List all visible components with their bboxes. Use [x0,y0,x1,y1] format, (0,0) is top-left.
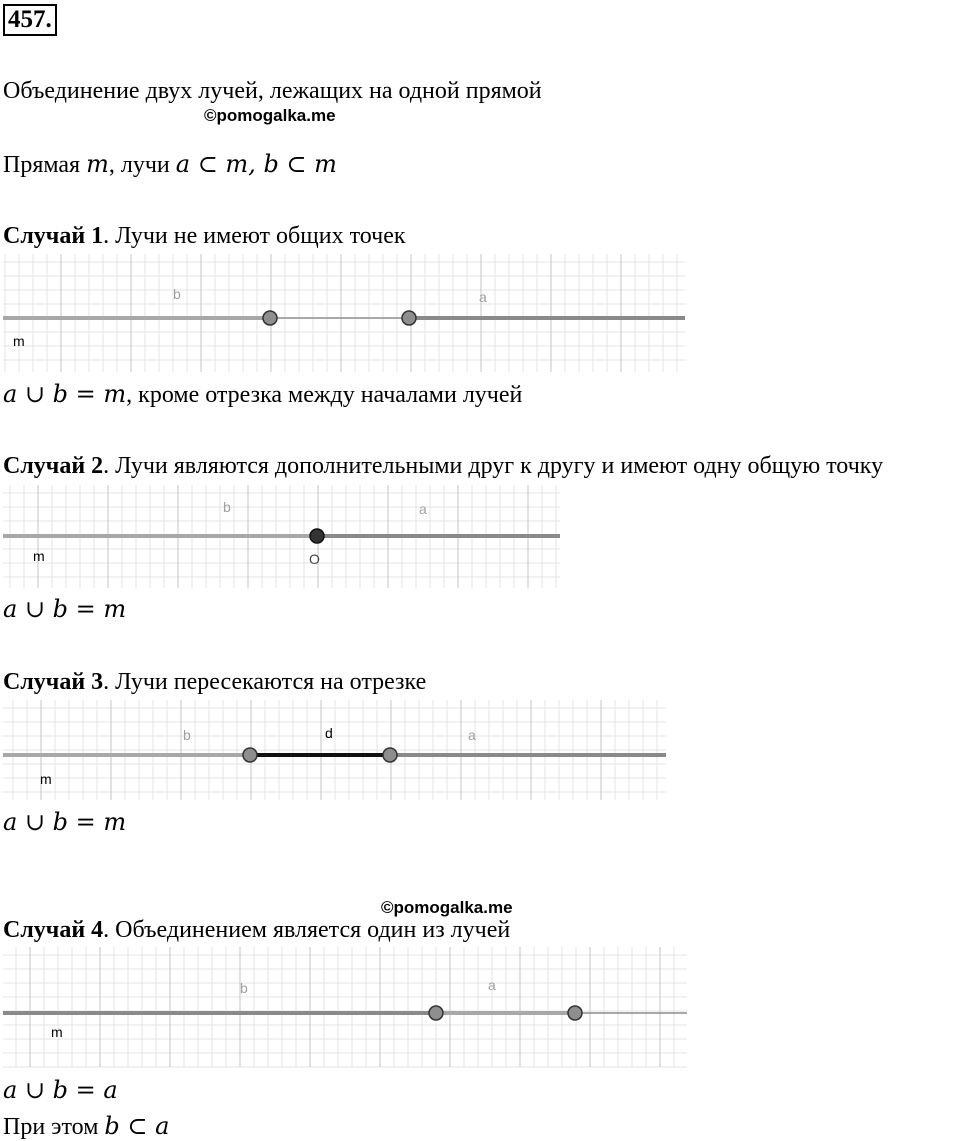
case-2-result-formula: a ∪ b = m [3,595,127,623]
setup-prefix: Прямая [3,152,87,178]
case-4-note [3,1112,169,1141]
case-3-heading [3,668,426,696]
setup-m: m [86,150,109,178]
case-1-result-formula: a ∪ b = m [3,380,127,408]
case-2-label-a: a [419,501,427,517]
case-3-title: Случай 3 [3,669,104,695]
case-4-grid [3,947,687,1067]
case-1-point-a-start [402,311,416,325]
case-4-label-b: b [240,980,248,996]
case-3-point-a-start [383,748,397,762]
case-2-result [3,595,126,624]
case-3-grid [3,700,666,800]
case-1-result-text: , кроме отрезка между началами лучей [126,382,523,408]
case-3-result-formula: a ∪ b = m [3,808,127,836]
setup-line [3,150,337,179]
case-4-point-b-start [568,1006,582,1020]
case-3-point-b-start [243,748,257,762]
case-3-label-a: a [468,727,476,743]
case-1-point-b-start [263,311,277,325]
case-3-label-m: m [40,771,52,787]
case-1-result [3,380,522,409]
setup-formula: a ⊂ m, b ⊂ m [175,150,337,178]
case-4-result-formula: a ∪ b = a [3,1076,118,1104]
case-4-label-a: a [488,977,496,993]
case-4-title: Случай 4 [3,917,104,943]
case-1-label-m: m [13,333,25,349]
case-1-label-b: b [173,286,181,302]
case-2-heading [3,452,883,480]
case-4-heading [3,916,510,944]
setup-mid: , лучи [108,152,176,178]
case-1-label-a: a [479,289,487,305]
case-2-label-b: b [223,499,231,515]
case-3-result [3,808,126,837]
case-2-text: . Лучи являются дополнительными друг к другу и имеют одну общую точку [103,453,884,479]
case-3-text: . Лучи пересекаются на отрезке [103,669,427,695]
case-1-title: Случай 1 [3,223,104,249]
case-2-label-o: O [309,551,320,567]
case-3-label-d: d [325,725,333,741]
case-3-figure [3,700,666,800]
case-1-figure [3,254,685,372]
case-1-grid [3,254,685,372]
case-4-text: . Объединением является один из лучей [103,917,511,943]
case-1-text: . Лучи не имеют общих точек [103,223,406,249]
watermark-2: ©pomogalka.me [381,898,513,917]
case-4-figure [3,947,687,1067]
case-4-label-m: m [51,1024,63,1040]
case-2-figure [3,485,560,588]
case-3-label-b: b [183,727,191,743]
case-4-note-prefix: При этом [3,1114,105,1140]
case-4-note-formula: b ⊂ a [104,1112,170,1140]
case-2-label-m: m [33,548,45,564]
case-4-point-a-start [429,1006,443,1020]
case-2-point-o [310,529,324,543]
title: Объединение двух лучей, лежащих на одной прямой [3,78,542,104]
watermark: ©pomogalka.me [204,106,336,125]
case-4-result [3,1076,118,1105]
problem-number: 457. [3,4,57,36]
case-2-title: Случай 2 [3,453,104,479]
case-1-heading [3,222,406,250]
